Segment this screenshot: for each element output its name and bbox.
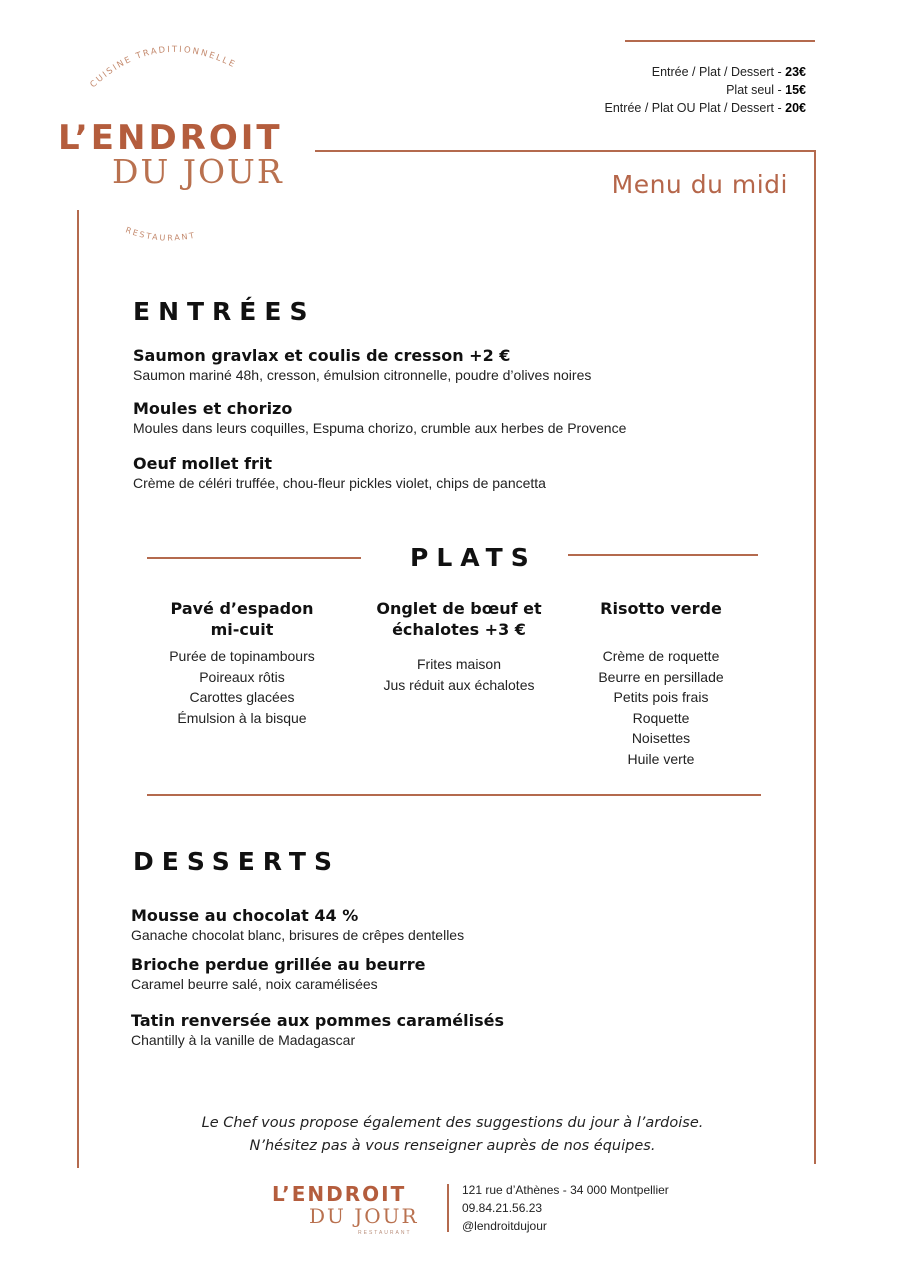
dessert-item: Mousse au chocolat 44 % Ganache chocolat blanc, brisures de crêpes dentelles [131, 906, 465, 943]
plats-rule-right [568, 554, 758, 556]
pricing-row: Entrée / Plat / Dessert - 23€ [651, 65, 806, 79]
brand-name-line2: DU JOUR [112, 152, 284, 191]
entree-item: Saumon gravlax et coulis de cresson +2 € Saumon mariné 48h, cresson, émulsion citronnelle, poudre d’olives noires [133, 346, 592, 383]
plats-rule-left [147, 557, 361, 559]
footer-contact [462, 1181, 669, 1235]
section-title-entrees: ENTRÉES [133, 297, 316, 326]
top-short-rule [625, 40, 815, 42]
plats-rule-bottom [147, 794, 761, 796]
entree-item: Oeuf mollet frit Crème de céléri truffée, chou-fleur pickles violet, chips de pancetta [133, 454, 546, 491]
footer-logo: L’ENDROIT DU JOUR RESTAURANT [272, 1182, 419, 1236]
frame-left-rule [77, 210, 79, 1168]
plat-item: Risotto verde Crème de roquette Beurre en persillade Petits pois frais Roquette Noisettes Huile verte [598, 599, 724, 767]
plat-item: Onglet de bœuf et échalotes +3 € Frites maison Jus réduit aux échalotes [376, 599, 542, 693]
arc-bottom-text [55, 220, 305, 260]
address: 121 rue d’Athènes - 34 000 Montpellier [462, 1183, 669, 1197]
plat-item: Pavé d’espadon mi-cuit Purée de topinambours Poireaux rôtis Carottes glacées Émulsion à la bisque [169, 599, 315, 726]
chef-note: Le Chef vous propose également des suggestions du jour à l’ardoise. N’hésitez pas à vous renseigner auprès de nos équipes. [201, 1115, 704, 1154]
menu-title: Menu du midi [611, 170, 788, 199]
svg-text:CUISINE TRADITIONNELLE: CUISINE TRADITIONNELLE [88, 44, 238, 91]
dessert-item: Tatin renversée aux pommes caramélisés Chantilly à la vanille de Madagascar [131, 1011, 505, 1048]
brand-name-line1: L’ENDROIT [58, 118, 283, 158]
brand-logo [55, 30, 305, 250]
section-title-desserts: DESSERTS [133, 847, 340, 876]
pricing-row: Plat seul - 15€ [726, 83, 806, 97]
section-title-plats: PLATS [410, 543, 537, 572]
dessert-item: Brioche perdue grillée au beurre Caramel beurre salé, noix caramélisées [131, 955, 426, 992]
footer-divider [447, 1184, 449, 1232]
svg-text:RESTAURANT: RESTAURANT [124, 225, 197, 243]
frame-right-rule [814, 150, 816, 1164]
pricing-list [605, 63, 806, 117]
entree-item: Moules et chorizo Moules dans leurs coquilles, Espuma chorizo, crumble aux herbes de Provence [133, 399, 627, 436]
frame-top-rule [315, 150, 816, 152]
pricing-row: Entrée / Plat OU Plat / Dessert - 20€ [604, 101, 806, 115]
arc-top-text [55, 30, 305, 120]
social-handle: @lendroitdujour [462, 1219, 547, 1233]
phone: 09.84.21.56.23 [462, 1201, 543, 1215]
